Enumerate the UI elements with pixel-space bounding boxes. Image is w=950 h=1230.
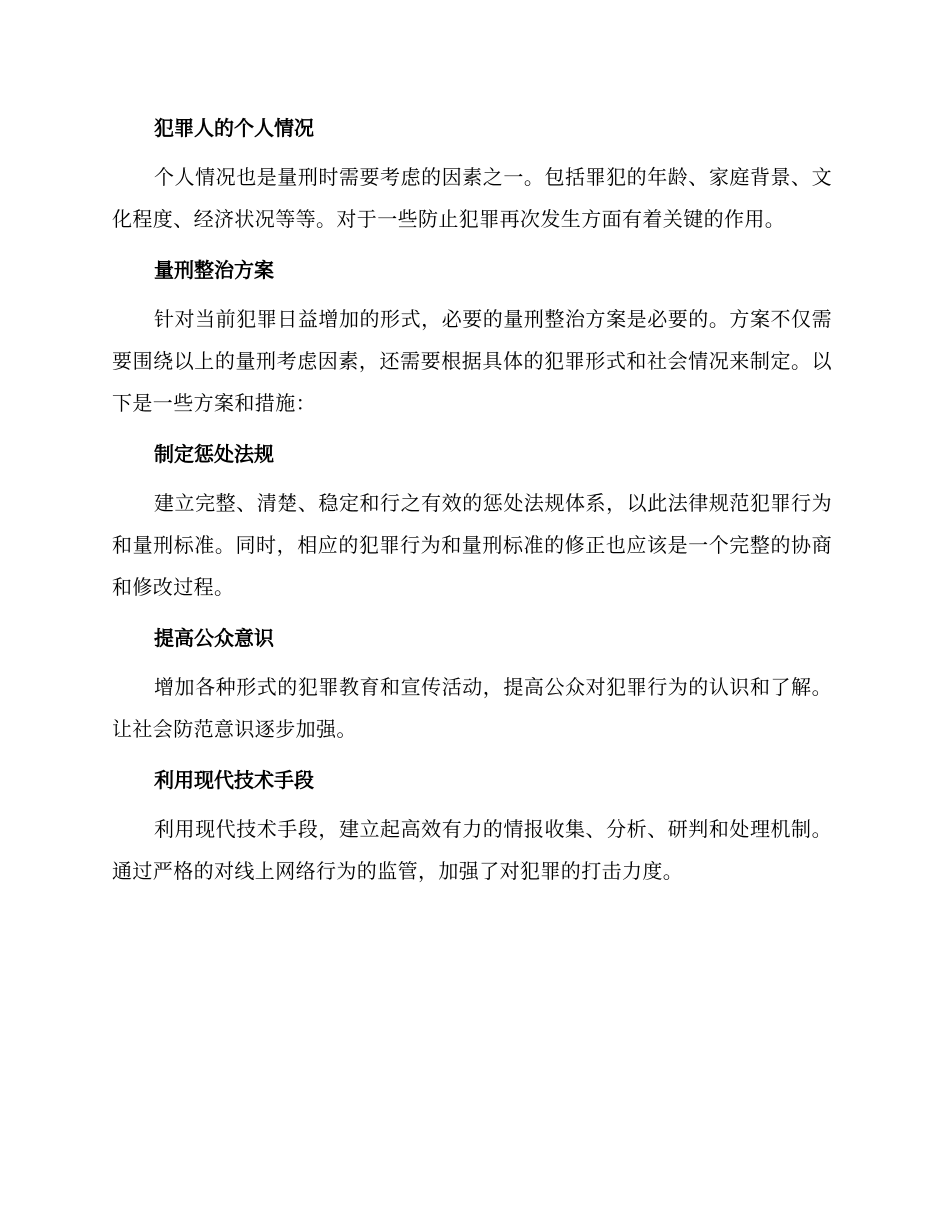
section-paragraph: 增加各种形式的犯罪教育和宣传活动，提高公众对犯罪行为的认识和了解。让社会防范意识逐步加强。 bbox=[112, 675, 832, 741]
section-paragraph: 利用现代技术手段，建立起高效有力的情报收集、分析、研判和处理机制。通过严格的对线上网络行为的监管，加强了对犯罪的打击力度。 bbox=[112, 817, 832, 883]
section-heading: 量刑整治方案 bbox=[154, 258, 274, 282]
section-punishment-regulations bbox=[112, 434, 832, 618]
section-sentencing-plan bbox=[112, 250, 832, 434]
section-modern-technology bbox=[112, 760, 832, 892]
section-paragraph: 建立完整、清楚、稳定和行之有效的惩处法规体系，以此法律规范犯罪行为和量刑标准。同时，相应的犯罪行为和量刑标准的修正也应该是一个完整的协商和修改过程。 bbox=[112, 491, 832, 599]
section-public-awareness bbox=[112, 618, 832, 760]
section-paragraph: 针对当前犯罪日益增加的形式，必要的量刑整治方案是必要的。方案不仅需要围绕以上的量刑考虑因素，还需要根据具体的犯罪形式和社会情况来制定。以下是一些方案和措施： bbox=[112, 307, 832, 415]
section-paragraph: 个人情况也是量刑时需要考虑的因素之一。包括罪犯的年龄、家庭背景、文化程度、经济状况等等。对于一些防止犯罪再次发生方面有着关键的作用。 bbox=[112, 165, 832, 231]
section-heading: 利用现代技术手段 bbox=[154, 768, 314, 792]
section-heading: 犯罪人的个人情况 bbox=[154, 116, 314, 140]
section-heading: 提高公众意识 bbox=[154, 626, 274, 650]
section-personal-circumstances bbox=[112, 108, 832, 250]
document-content bbox=[112, 108, 832, 892]
section-heading: 制定惩处法规 bbox=[154, 442, 274, 466]
